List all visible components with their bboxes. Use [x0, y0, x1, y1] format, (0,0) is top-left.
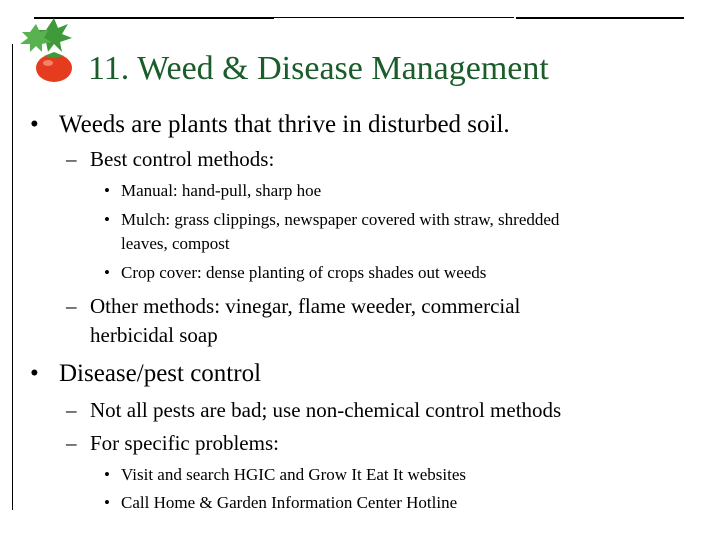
top-rule-middle	[274, 17, 514, 18]
bullet-symbol: •	[104, 493, 110, 512]
bullet-symbol: •	[104, 263, 110, 282]
tomato-icon	[14, 14, 78, 86]
disease-heading: Disease/pest control	[59, 360, 262, 387]
bullet-symbol: •	[30, 360, 39, 387]
other-methods-line1: Other methods: vinegar, flame weeder, commercial	[90, 294, 521, 318]
top-rule-right	[516, 17, 684, 19]
other-methods-line2: herbicidal soap	[90, 323, 218, 347]
disease-line1: Not all pests are bad; use non-chemical control methods	[90, 398, 562, 422]
left-rule	[12, 44, 13, 510]
bullet-symbol: •	[30, 111, 39, 138]
dash-symbol: –	[66, 431, 77, 455]
disease-line2: For specific problems:	[90, 431, 279, 455]
dash-symbol: –	[66, 147, 77, 171]
weeds-statement: Weeds are plants that thrive in disturbed soil.	[59, 111, 510, 138]
control-methods-heading: Best control methods:	[90, 147, 275, 171]
dash-symbol: –	[66, 294, 77, 318]
resource-hotline: Call Home & Garden Information Center Hotline	[121, 493, 458, 512]
dash-symbol: –	[66, 398, 77, 422]
method-mulch-continued: leaves, compost	[121, 234, 230, 253]
method-mulch: Mulch: grass clippings, newspaper covered with straw, shredded	[121, 210, 560, 229]
slide-title: 11. Weed & Disease Management	[88, 50, 549, 87]
method-crop-cover: Crop cover: dense planting of crops shades out weeds	[121, 263, 487, 282]
resource-websites: Visit and search HGIC and Grow It Eat It websites	[121, 465, 467, 484]
bullet-symbol: •	[104, 181, 110, 200]
method-manual: Manual: hand-pull, sharp hoe	[121, 181, 322, 200]
bullet-symbol: •	[104, 210, 110, 229]
bullet-symbol: •	[104, 465, 110, 484]
